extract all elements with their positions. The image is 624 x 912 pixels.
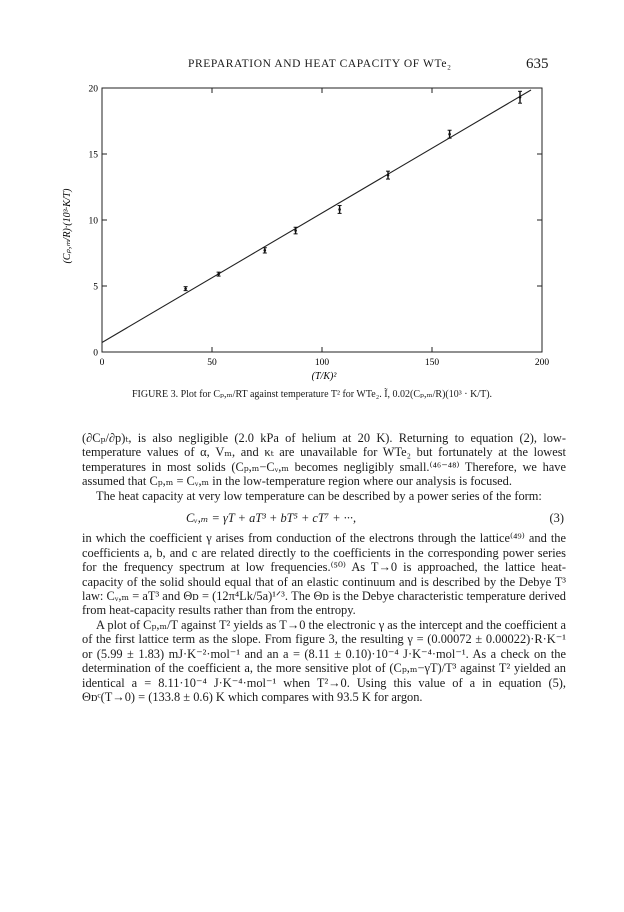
equation-text: Cᵥ,ₘ = γT + aT³ + bT⁵ + cT⁷ + ···, (186, 511, 357, 526)
data-point-2 (264, 249, 267, 252)
paragraph-3: in which the coefficient γ arises from conduction of the electrons through the lattice⁽⁴⁹⁾ and the coefficients a, b, and c are related directly to the coefficients in the corresponding power series for the frequency spectrum at low frequencies.⁽⁵⁰⁾ As T→0 is approached, the lattice heat-capacity of the solid should equal that of an elastic continuum and is described by the Debye T³ law: Cᵥ,ₘ = aT³ and Θᴅ = (12π⁴Lk/5a)¹ᐟ³. The Θᴅ is the Debye characteristic temperature derived from heat-capacity results rather than from the entropy. (82, 531, 566, 618)
page-number: 635 (526, 56, 549, 72)
x-tick-label-4: 200 (534, 358, 550, 368)
x-tick-label-2: 100 (314, 358, 330, 368)
paragraph-2: The heat capacity at very low temperature can be described by a power series of the form: (96, 488, 542, 503)
y-axis-label: (Cₚ,ₘ/R)·(10³·K/T) (62, 188, 73, 264)
y-tick-label-0: 0 (93, 348, 98, 359)
x-tick-label-0: 0 (99, 358, 105, 368)
y-tick-label-2: 10 (88, 216, 98, 227)
data-point-0 (184, 287, 187, 290)
plot-frame (102, 88, 542, 352)
equation-3 (82, 503, 566, 531)
data-point-1 (217, 273, 220, 276)
data-point-3 (294, 229, 297, 232)
body-text (82, 431, 566, 704)
figure-caption: FIGURE 3. Plot for Cₚ,ₘ/RT against temperature T² for WTe₂. Ĩ, 0.02(Cₚ,ₘ/R)(10³ · K/T). (131, 389, 493, 400)
figure-3-plot (0, 0, 624, 390)
y-tick-label-4: 20 (88, 84, 98, 95)
data-point-5 (387, 174, 390, 177)
x-axis-label: (T/K)² (311, 371, 337, 382)
data-point-6 (448, 133, 451, 136)
fit-line (102, 90, 531, 343)
y-tick-label-1: 5 (93, 282, 98, 293)
paragraph-1: (∂Cₚ/∂p)ₜ, is also negligible (2.0 kPa of helium at 20 K). Returning to equation (2), low-temperature values of α, Vₘ, and κₜ are unavailable for WTe₂ but fortunately at the lowest temperatures in most solids (Cₚ,ₘ−Cᵥ,ₘ becomes negligibly small.⁽⁴⁶⁻⁴⁸⁾ Therefore, we have assumed that Cₚ,ₘ = Cᵥ,ₘ in the low-temperature region where our analysis is focused. (82, 431, 566, 489)
y-tick-label-3: 15 (88, 150, 98, 161)
x-tick-label-3: 150 (424, 358, 440, 368)
x-tick-label-1: 50 (207, 358, 217, 368)
running-title: PREPARATION AND HEAT CAPACITY OF WTe₂ (188, 58, 452, 70)
paragraph-4: A plot of Cₚ,ₘ/T against T² yields as T→0 the electronic γ as the intercept and the coefficient a of the first lattice term as the slope. From figure 3, the resulting γ = (0.00072 ± 0.00022)·R·K⁻¹ or (5.99 ± 1.83) mJ·K⁻²·mol⁻¹ and an a = (8.11 ± 0.10)·10⁻⁴ J·K⁻⁴·mol⁻¹. As a check on the determination of the coefficient a, the more sensitive plot of (Cₚ,ₘ−γT)/T³ against T² yielded an identical a = 8.11·10⁻⁴ J·K⁻⁴·mol⁻¹ when T²→0. Using this value of a in equation (5), Θᴅᶜ(T→0) = (133.8 ± 0.6) K which compares with 93.5 K for argon. (82, 617, 566, 704)
data-point-7 (519, 96, 522, 99)
equation-number: (3) (549, 511, 564, 526)
data-point-4 (338, 208, 341, 211)
